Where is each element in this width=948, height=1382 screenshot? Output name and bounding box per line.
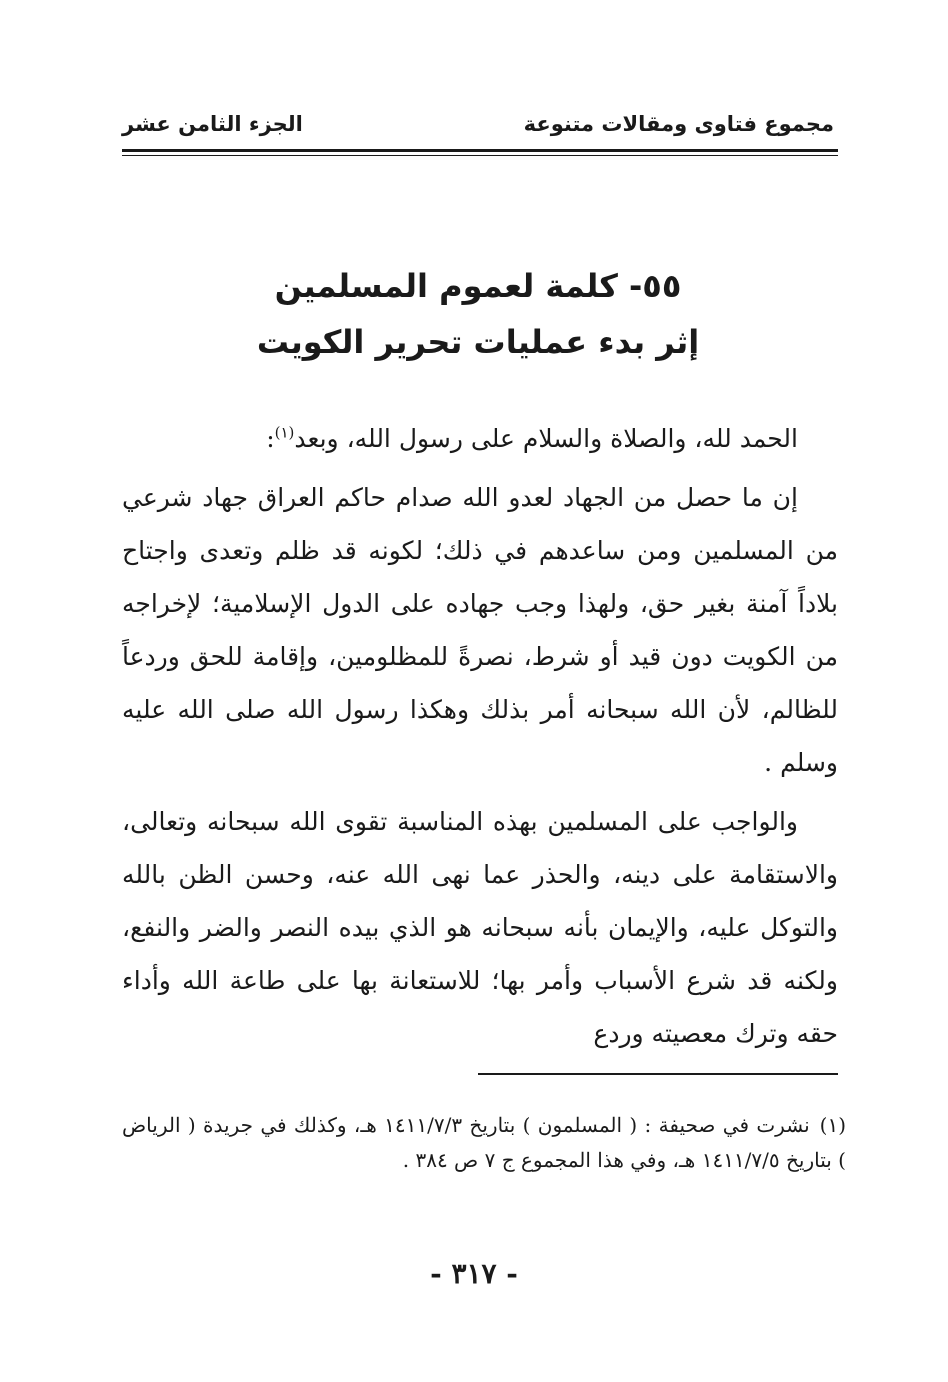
running-header: [122, 112, 834, 152]
footnote-rule: [478, 1073, 838, 1075]
article-body: [122, 412, 838, 1066]
header-rule-thin: [122, 155, 838, 156]
footnote-text: نشرت في صحيفة : ( المسلمون ) بتاريخ ١٤١١/٧/٣ هـ، وكذلك في جريدة ( الرياض ) بتاريخ ١٤١١/٧/٥ هـ، وفي هذا المجموع ج ٧ ص ٣٨٤ .: [122, 1113, 846, 1172]
heading-line-2: إثر بدء عمليات تحرير الكويت: [256, 323, 700, 361]
book-title: مجموع فتاوى ومقالات متنوعة: [523, 112, 834, 136]
page-number: - ٣١٧ -: [430, 1257, 518, 1290]
footnote-number: (١): [819, 1113, 847, 1137]
opening-text: الحمد لله، والصلاة والسلام على رسول الله، وبعد: [294, 424, 798, 453]
opening-colon: :: [266, 424, 275, 453]
opening-paragraph: [122, 412, 838, 465]
footnote-marker: (١): [274, 423, 295, 442]
volume-label: الجزء الثامن عشر: [122, 112, 303, 136]
heading-line-1: ٥٥- كلمة لعموم المسلمين: [274, 267, 682, 305]
footnote: [122, 1108, 846, 1178]
article-heading: [122, 258, 834, 370]
header-rule: [122, 149, 838, 152]
body-paragraph-1: إن ما حصل من الجهاد لعدو الله صدام حاكم العراق جهاد شرعي من المسلمين ومن ساعدهم في ذلك؛ لكونه قد ظلم وتعدى واجتاح بلاداً آمنة بغير حق، ولهذا وجب جهاده على الدول الإسلامية؛ لإخراجه من الكويت دون قيد أو شرط، نصرةً للمظلومين، وإقامة للحق وردعاً للظالم، لأن الله سبحانه أمر بذلك وهكذا رسول الله صلى الله عليه وسلم .: [122, 483, 838, 777]
body-paragraph-2: والواجب على المسلمين بهذه المناسبة تقوى الله سبحانه وتعالى، والاستقامة على دينه، والحذر عما نهى الله عنه، وحسن الظن بالله والتوكل عليه، والإيمان بأنه سبحانه هو الذي بيده النصر والضر والنفع، ولكنه قد شرع الأسباب وأمر بها؛ للاستعانة بها على طاعة الله وأداء حقه وترك معصيته وردع: [122, 807, 838, 1048]
